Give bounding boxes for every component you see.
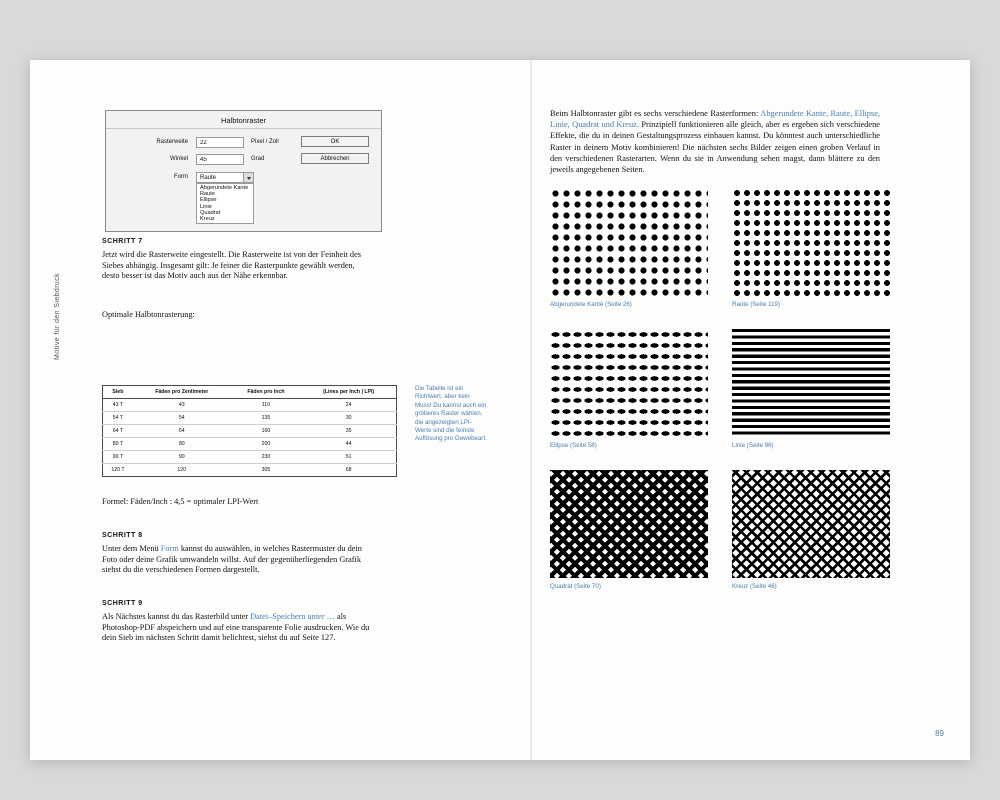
rasterweite-label: Rasterweite	[156, 139, 188, 145]
table-cell: 64 T	[103, 425, 133, 438]
formula-text: Formel: Fäden/Inch : 4,5 = optimaler LPI-Wert	[102, 497, 259, 506]
step8-heading: SCHRITT 8	[102, 532, 143, 539]
page-number: 89	[935, 729, 944, 738]
table-cell: 110	[231, 399, 302, 412]
intro-text-1: Beim Halbtonraster gibt es sechs verschiedene Rasterformen:	[550, 109, 761, 118]
table-cell: 80 T	[103, 438, 133, 451]
table-cell: 90 T	[103, 451, 133, 464]
table-cell: 80	[133, 438, 231, 451]
table-row	[103, 412, 397, 425]
table-cell: 230	[231, 451, 302, 464]
table-cell: 54	[133, 412, 231, 425]
table-cell: 135	[231, 412, 302, 425]
table-cell: 54 T	[103, 412, 133, 425]
raster-table	[102, 385, 397, 477]
step9-accent: Datei–Speichern unter …	[250, 612, 335, 621]
sample-caption: Ellipse (Seite 58)	[550, 442, 597, 449]
table-header-cell: Fäden pro Inch	[231, 386, 302, 399]
sample-swatch-kreuz	[732, 470, 890, 578]
table-sidenote: Die Tabelle ist ein Richtwert, aber kein Muss! Du kannst auch ein gröberes Raster wählen, die angezeigten LPI-Werte sind die feinste Auflösung pro Gewebeart.	[415, 385, 487, 443]
table-cell: 43 T	[103, 399, 133, 412]
step8-text	[102, 544, 374, 576]
sample-caption: Raute (Seite 119)	[732, 301, 781, 308]
table-cell: 120	[177, 467, 187, 473]
dropdown-option-3[interactable]: Linie	[200, 203, 212, 210]
step9-text	[102, 612, 374, 644]
table-cell: 44	[301, 438, 396, 451]
sample-item	[550, 188, 708, 308]
table-header-cell: (Lines per Inch | LPI)	[301, 386, 396, 399]
dropdown-option-4[interactable]: Quadrat	[200, 209, 221, 216]
dropdown-option-5[interactable]: Kreuz	[200, 216, 215, 223]
cancel-button[interactable]: Abbrechen	[301, 153, 369, 164]
form-label: Form	[174, 174, 188, 180]
sample-caption: Quadrat (Seite 70)	[550, 583, 601, 590]
intro-text-2: Prinzipiell funktionieren alle gleich, aber es ergeben sich verschiedene Effekte, die du in deinen Gestaltungsprozess einbauen kannst. Du könntest auch unterschiedliche Raster in deinem Motiv kombinieren! Die nächsten sechs Bilder zeigen einen groben Verlauf in den verschiedenen Rasterarten. Wenn du sie in Anwendung sehen magst, dann blättere zu den jeweils angegebenen Seiten.	[550, 120, 880, 175]
step7-text: Jetzt wird die Rasterweite eingestellt. Die Rasterweite ist von der Feinheit des Siebes abhängig. Insgesamt gilt: Je feiner die Rasterpunkte gewählt werden, desto besser ist das Motiv auch aus der Nähe erkennbar.	[102, 250, 361, 281]
book-spread	[30, 60, 970, 760]
sample-item	[732, 470, 890, 590]
form-dropdown-list[interactable]	[196, 183, 254, 224]
halftone-dialog[interactable]	[105, 110, 382, 232]
table-cell: 64	[133, 425, 231, 438]
rasterweite-input[interactable]	[196, 137, 244, 148]
table-row	[103, 399, 397, 412]
sample-item	[732, 329, 890, 449]
table-row	[103, 425, 397, 438]
table-cell: 35	[301, 425, 396, 438]
table-row	[103, 438, 397, 451]
table-cell: 68	[345, 467, 352, 473]
step8-accent: Form	[160, 544, 179, 553]
table-cell: 200	[231, 438, 302, 451]
page-left	[30, 60, 530, 760]
sample-item	[550, 329, 708, 449]
table-cell: 160	[231, 425, 302, 438]
table-cell: 30	[301, 412, 396, 425]
rasterweite-unit: Pixel / Zoll	[251, 139, 279, 145]
sample-caption: Linie (Seite 96)	[732, 442, 774, 449]
table-cell: 24	[301, 399, 396, 412]
dialog-title: Halbtonraster	[106, 111, 381, 129]
form-combobox[interactable]	[196, 172, 254, 183]
table-cell: 305	[261, 467, 271, 473]
winkel-input[interactable]	[196, 154, 244, 165]
table-cell: 51	[301, 451, 396, 464]
step8-text-after: kannst du auswählen, in welches Rastermuster du dein Foto oder deine Grafik umwandeln willst. Auf der gegenüberliegenden Grafik siehst du die verschiedenen Formen dargestellt.	[102, 544, 362, 575]
sample-swatch-raute	[732, 188, 890, 296]
table-header-row	[103, 386, 397, 399]
step9-heading: SCHRITT 9	[102, 600, 143, 607]
winkel-unit: Grad	[251, 156, 265, 162]
step8-text-before: Unter dem Menü	[102, 544, 161, 553]
dropdown-option-1[interactable]: Raute	[200, 191, 215, 198]
table-header-cell: Fäden pro Zentimeter	[133, 386, 231, 399]
table-header-cell: Sieb	[103, 386, 133, 399]
chevron-down-icon[interactable]	[243, 173, 253, 182]
step9-text-before: Als Nächstes kannst du das Rasterbild unter	[102, 612, 251, 621]
table-row	[103, 464, 397, 477]
sample-swatch-linie	[732, 329, 890, 437]
sample-caption: Kreuz (Seite 46)	[732, 583, 777, 590]
intro-accent: Abgerundete Kante, Raute, Ellipse, Linie, Quadrat und Kreuz.	[550, 109, 880, 130]
table-cell: 90	[133, 451, 231, 464]
intro-paragraph	[550, 108, 880, 175]
step7-heading: SCHRITT 7	[102, 238, 143, 245]
running-head: Motive für den Siebdruck	[54, 272, 61, 360]
table-row	[103, 451, 397, 464]
table-cell: 120 T	[111, 467, 125, 473]
sample-swatch-quadrat	[550, 470, 708, 578]
sample-item	[550, 470, 708, 590]
table-caption: Optimale Halbtonrasterung:	[102, 310, 195, 319]
ok-button[interactable]: OK	[301, 136, 369, 147]
winkel-label: Winkel	[169, 156, 188, 162]
page-right	[530, 60, 970, 760]
sample-swatch-abgerundete-kante	[550, 188, 708, 296]
step9-text-after: als Photoshop-PDF abspeichern und auf eine transparente Folie ausdrucken. Wie du dein Sieb im nächsten Schritt damit belichtest, siehst du auf Seite 127.	[102, 612, 370, 643]
dropdown-option-0[interactable]: Abgerundete Kante	[200, 185, 249, 191]
sample-swatch-ellipse	[550, 329, 708, 437]
dropdown-option-2[interactable]: Ellipse	[200, 197, 217, 204]
table-cell: 43	[133, 399, 231, 412]
form-selected-value: Raute	[200, 175, 217, 181]
sample-caption: Abgerundete Kante (Seite 26)	[550, 301, 632, 308]
sample-item	[732, 188, 890, 308]
